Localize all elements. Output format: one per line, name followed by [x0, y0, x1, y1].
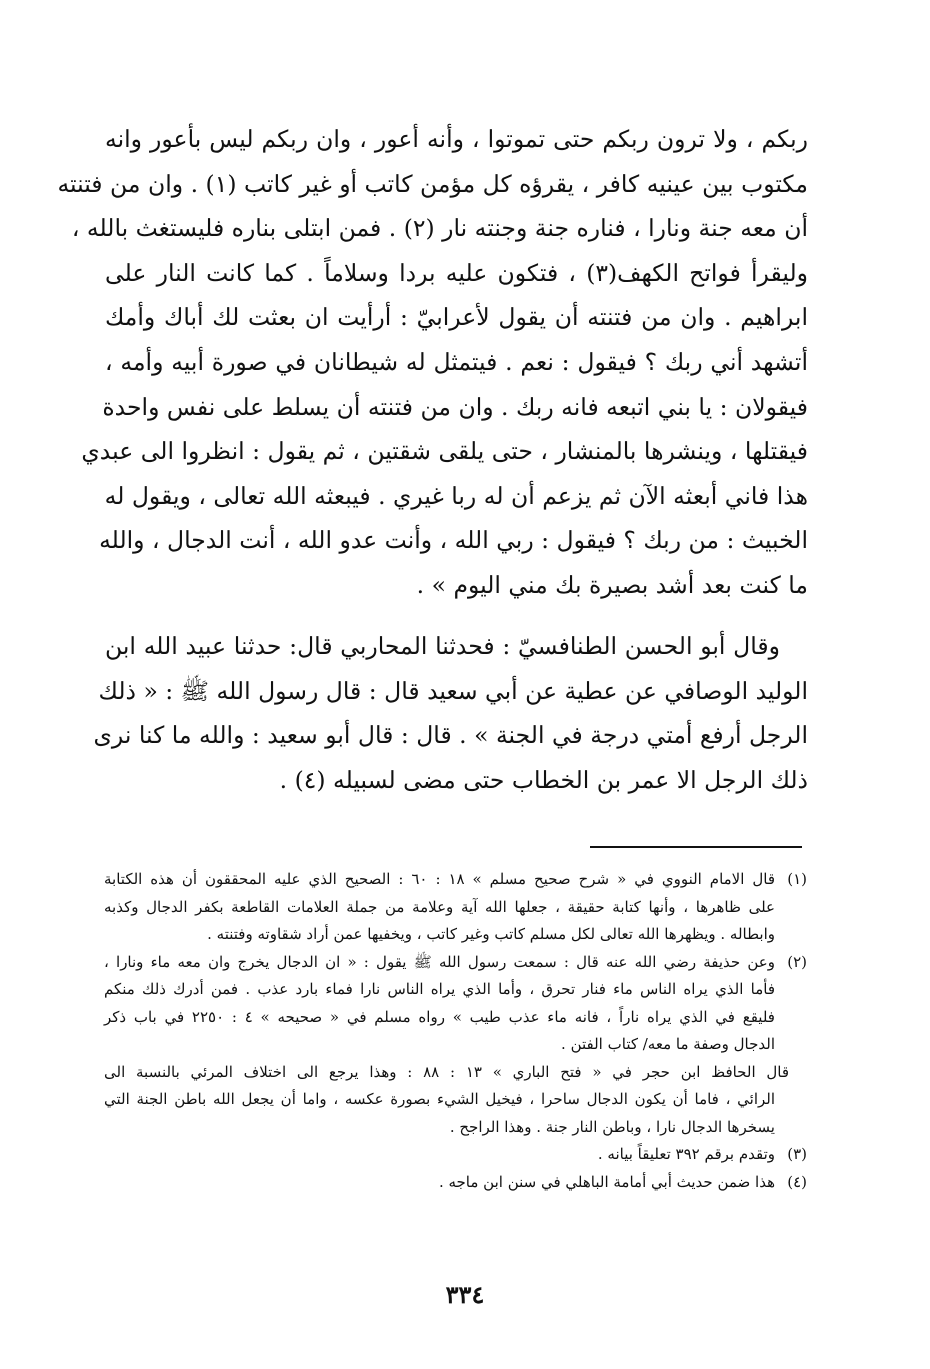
text-line: ذلك الرجل الا عمر بن الخطاب حتى مضى لسبيله (٤) . — [279, 765, 808, 794]
text-line: فيقتلها ، وينشرها بالمنشار ، حتى يلقى شقتين ، ثم يقول : انظروا الى عبدي — [81, 437, 808, 466]
footnote-separator — [590, 846, 802, 848]
footnote-line: على ظاهرها ، وأنها كتابة حقيقة ، جعلها الله آية وعلامة من جملة العلامات القاطعة بكفر الدجال وكذبه — [104, 897, 775, 916]
page-number: ٣٣٤ — [445, 1280, 485, 1309]
footnote-3 — [104, 1141, 807, 1169]
footnote-line: هذا ضمن حديث أبي أمامة الباهلي في سنن ابن ماجه . — [438, 1172, 775, 1191]
text-line: الخبيث : من ربك ؟ فيقول : ربي الله ، وأنت عدو الله ، أنت الدجال ، والله — [99, 526, 808, 555]
text-line: الوليد الوصافي عن عطية عن أبي سعيد قال : قال رسول الله ﷺ : « ذلك — [98, 676, 808, 705]
footnote-line: الرائي ، فاما أن يكون الدجال ساحرا ، فيخيل الشيء بصورة عكسه ، واما أن يجعل الله باطن الجنة التي — [104, 1090, 775, 1108]
footnote-4 — [104, 1169, 807, 1197]
text-line: ما كنت بعد أشد بصيرة بك مني اليوم » . — [416, 570, 808, 599]
footnote-line: الدجال وصفة ما معه/ كتاب الفتن . — [561, 1035, 775, 1053]
text-line: ابراهيم . وان من فتنته أن يقول لأعرابيّ : أرأيت ان بعثت لك أباك وأمك — [105, 303, 808, 332]
text-line: مكتوب بين عينيه كافر ، يقرؤه كل مؤمن كاتب أو غير كاتب (١) . وان من فتنته — [57, 169, 808, 198]
text-line: فيقولان : يا بني اتبعه فانه ربك . وان من فتنته أن يسلط على نفس واحدة — [102, 392, 808, 421]
text-line: ربكم ، ولا ترون ربكم حتى تموتوا ، وأنه أعور ، وان ربكم ليس بأعور وانه — [105, 125, 808, 153]
footnote-number: (٣) — [787, 1145, 807, 1163]
footnote-line: وتقدم برقم ٣٩٢ تعليقاً بيانه . — [597, 1145, 775, 1163]
footnote-line: وابطاله . ويظهرها الله تعالى لكل مسلم كاتب وغير كاتب ، ويخفيها عمن أراد شقاوته وفتنته . — [207, 925, 775, 943]
text-line: أتشهد أني ربك ؟ فيقول : نعم . فيتمثل له شيطانان في صورة أبيه وأمه ، — [105, 347, 808, 376]
footnote-number: (١) — [787, 870, 807, 888]
text-line: الرجل أرفع أمتي درجة في الجنة » . قال : قال أبو سعيد : والله ما كنا نرى — [93, 721, 808, 750]
footnote-line: يسخرها الدجال نارا ، وباطن النار جنة . وهذا الراجح . — [449, 1117, 775, 1136]
text-line: وقال أبو الحسن الطنافسيّ : فحدثنا المحاربي قال: حدثنا عبيد الله ابن — [105, 632, 780, 660]
main-paragraph-1 — [57, 117, 808, 608]
footnotes — [104, 866, 807, 1196]
footnote-line: فأما الذي يراه الناس ماء فنار تحرق ، وأما الذي يراه الناس نارا فماء بارد عذب . فمن أدرك ذلك منكم — [104, 980, 775, 998]
main-paragraph-2 — [93, 624, 808, 802]
footnote-line: قال الامام النووي في « شرح صحيح مسلم » ١٨ : ٦٠ : الصحيح الذي عليه المحققون أن هذه الكتابة — [104, 870, 775, 888]
footnote-2 — [104, 949, 807, 1142]
footnote-number: (٢) — [787, 952, 807, 971]
footnote-line: قال الحافظ ابن حجر في « فتح الباري » ١٣ : ٨٨ : وهذا يرجع الى اختلاف المرئي بالنسبة الى — [104, 1062, 790, 1081]
footnote-number: (٤) — [787, 1172, 807, 1191]
footnote-1 — [104, 866, 807, 949]
text-line: وليقرأ فواتح الكهف(٣) ، فتكون عليه بردا وسلاماً . كما كانت النار على — [105, 258, 808, 287]
text-line: هذا فاني أبعثه الآن ثم يزعم أن له ربا غيري . فيبعثه الله تعالى ، ويقول له — [104, 481, 808, 510]
footnote-line: فليقع في الذي يراه ناراً ، فانه ماء عذب طيب » رواه مسلم في « صحيحه » ٤ : ٢٢٥٠ في باب ذكر — [104, 1007, 775, 1026]
footnote-line: وعن حذيفة رضي الله عنه قال : سمعت رسول الله ﷺ يقول : « ان الدجال يخرج وان معه ماء ونارا ، — [104, 952, 775, 971]
text-line: أن معه جنة ونارا ، فناره جنة وجنته نار (٢) . فمن ابتلى بناره فليستغث بالله ، — [71, 214, 808, 243]
